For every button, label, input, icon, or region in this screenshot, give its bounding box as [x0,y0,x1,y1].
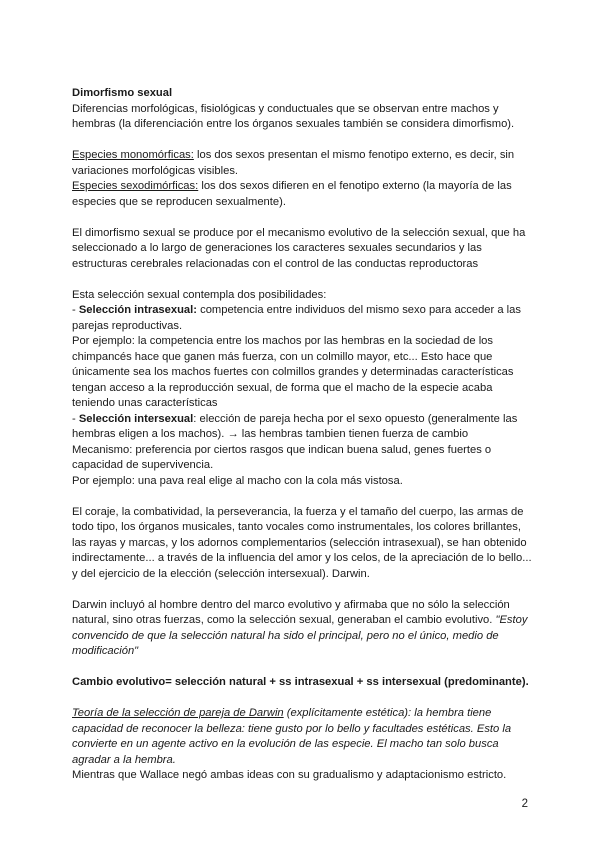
document-body [72,86,532,784]
intersexual-mechanism: Mecanismo: preferencia por ciertos rasgos que indican buena salud, genes fuertes o capacidad de supervivencia. [72,443,492,471]
possibilities-intro: Esta selección sexual contempla dos posibilidades: [72,288,327,301]
intrasexual-text: competencia entre individuos del mismo sexo para acceder a las parejas reproductivas. [72,304,521,332]
monomorphic-text: los dos sexos presentan el mismo fenotipo externo, es decir, sin variaciones morfológicas visibles. [72,149,515,177]
theory-paragraph [72,706,532,768]
theory-term: Teoría de la selección de pareja de Darwin [72,707,284,719]
monomorphic-term: Especies monomórficas: [72,149,194,161]
section-heading: Dimorfismo sexual [72,87,173,99]
sexodimorphic-definition [72,179,532,210]
intersexual-example: Por ejemplo: una pava real elige al macho con la cola más vistosa. [72,474,403,487]
darwin-quote-paragraph: El coraje, la combatividad, la perseverancia, la fuerza y el tamaño del cuerpo, las armas de todo tipo, los órganos musicales, tanto vocales como instrumentales, los colores brillantes, las rayas y marcas, y los adornos complementarios (selección intrasexual), se han obtenido indirectamente... a través de la influencia del amor y los celos, de la apreciación de lo bello... y del ejercicio de la elección (selección intersexual). Darwin. [72,505,532,580]
wallace-paragraph: Mientras que Wallace negó ambas ideas con su gradualismo y adaptacionismo estricto. [72,769,507,781]
intrasexual-term: Selección intrasexual: [78,304,197,316]
monomorphic-definition [72,148,532,179]
intro-paragraph: Diferencias morfológicas, fisiológicas y conductuales que se observan entre machos y hembras (la diferenciación entre los órganos sexuales también se considera dimorfismo). [72,102,515,130]
intersexual-term: Selección intersexual [78,412,194,425]
intersexual-item: - Selección intersexual: elección de pareja hecha por el sexo opuesto (generalmente las hembras eligen a los machos). → las hembras tambien tienen fuerza de cambio [72,412,518,440]
sexodimorphic-text: los dos sexos difieren en el fenotipo externo (la mayoría de las especies que se reproducen sexualmente). [72,180,512,208]
evolution-paragraph: El dimorfismo sexual se produce por el mecanismo evolutivo de la selección sexual, que ha seleccionado a lo largo de generaciones los caracteres sexuales secundarios y las estructuras cerebrales relacionadas con el control de las conductas reproductoras [72,226,526,270]
intrasexual-item: - Selección intrasexual: competencia entre individuos del mismo sexo para acceder a las parejas reproductivas. [72,304,521,332]
darwin-paragraph: Darwin incluyó al hombre dentro del marco evolutivo y afirmaba que no sólo la selección natural, sino otras fuerzas, como la selección sexual, generaban el cambio evolutivo. "Estoy convencido de que la selección natural ha sido el principal, pero no el único, medio de modificación" [72,598,528,657]
page-number: 2 [521,798,528,810]
intrasexual-example: Por ejemplo: la competencia entre los machos por las hembras en la sociedad de los chimpancés hace que ganen más fuerza, con un colmillo mayor, etc... Esto hace que únicamente sea los machos fuertes con colmillos grandes y determinadas características tengan acceso a la reproducción sexual, de forma que el macho de la especie acaba teniendo unas características [72,335,514,409]
darwin-quote: "Estoy convencido de que la selección natural ha sido el principal, pero no el único, medio de modificación" [72,614,528,657]
intersexual-text: : elección de pareja hecha por el sexo opuesto (generalmente las hembras eligen a los machos). → las hembras tambien tienen fuerza de cambio [72,412,518,440]
theory-text: (explícitamente estética): la hembra tiene capacidad de reconocer la belleza: tiene gusto por lo bello y facultades estéticas. Esto la convierte en un agente activo en la evolución de las especie. El macho tan solo busca agradar a la hembra. [72,707,512,766]
formula: Cambio evolutivo= selección natural + ss intrasexual + ss intersexual (predominante). [72,676,529,688]
sexodimorphic-term: Especies sexodimórficas: [72,180,199,192]
